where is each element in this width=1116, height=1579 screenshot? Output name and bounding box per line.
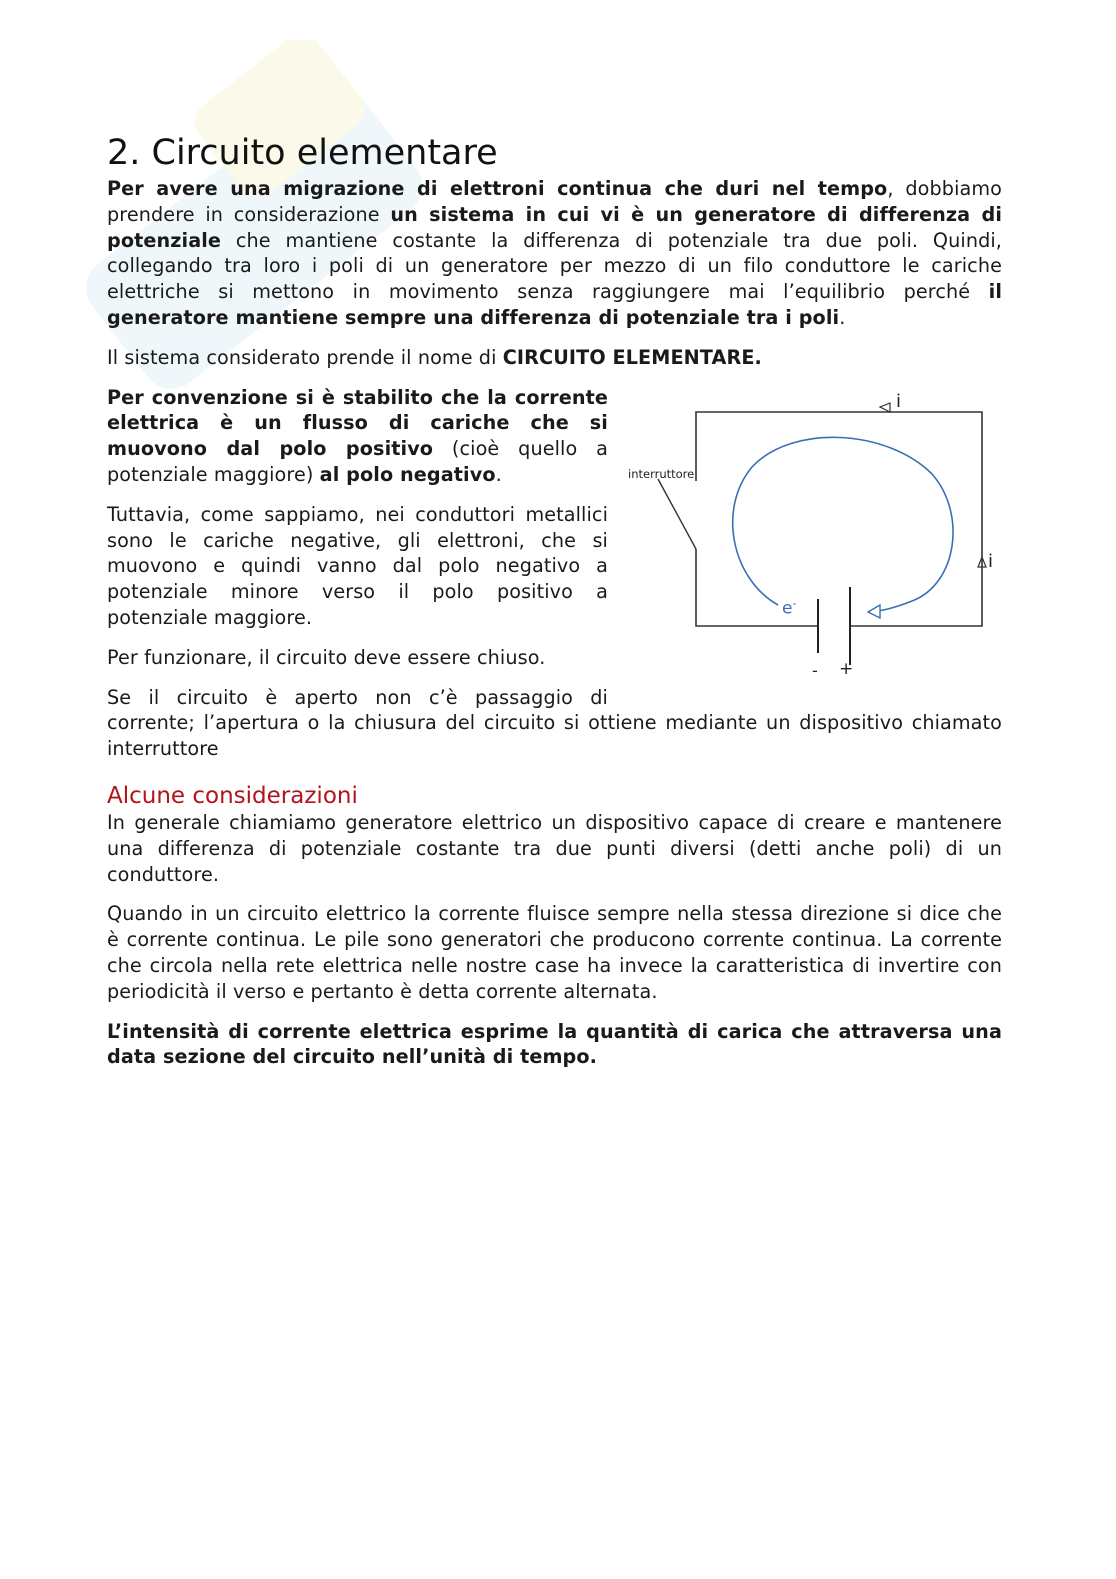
- however-paragraph: Tuttavia, come sappiamo, nei conduttori metallici sono le cariche negative, gli elettroni, che si muovono e quindi vanno dal polo negativo a potenziale minore verso il polo positivo a potenziale maggiore.: [107, 502, 608, 629]
- intro-paragraph: Per avere una migrazione di elettroni continua che duri nel tempo, dobbiamo prendere in considerazione un sistema in cui vi è un generatore di differenza di potenziale che mantiene costante la differenza di potenziale tra due poli. Quindi, collegando tra loro i poli di un generatore per mezzo di un filo conduttore le cariche elettriche si mettono in movimento senza raggiungere mai l’equilibrio perché il generatore mantiene sempre una differenza di potenziale tra i poli.: [107, 177, 1002, 329]
- document-page: [107, 130, 1002, 1084]
- negative-pole-label: -: [812, 660, 818, 680]
- current-label-right: i: [988, 550, 994, 572]
- switch-lever: [658, 479, 696, 549]
- switch-label: interruttore: [628, 466, 695, 481]
- generator-paragraph: In generale chiamiamo generatore elettrico un dispositivo capace di creare e mantenere una differenza di potenziale costante tra due punti diversi (detti anche poli) di un conduttore.: [107, 810, 1002, 886]
- direct-current-paragraph: Quando in un circuito elettrico la corrente fluisce sempre nella stessa direzione si dice che è corrente continua. Le pile sono generatori che producono corrente continua. La corrente che circola nella rete elettrica nelle nostre case ha invece la caratteristica di invertire con periodicità il verso e pertanto è detta corrente alternata.: [107, 902, 1002, 1003]
- current-arrow-top: [880, 403, 890, 412]
- intensity-paragraph: L’intensità di corrente elettrica esprime la quantità di carica che attraversa una data sezione del circuito nell’unità di tempo.: [107, 1019, 1002, 1069]
- positive-pole-label: +: [839, 658, 854, 679]
- circuit-wire: [696, 412, 982, 626]
- electron-flow-path: [733, 437, 953, 612]
- page-title: 2. Circuito elementare: [107, 133, 498, 173]
- closed-circuit-paragraph: Per funzionare, il circuito deve essere chiuso.: [107, 645, 546, 669]
- current-label-top: i: [896, 390, 902, 412]
- section-heading: Alcune considerazioni: [107, 782, 358, 809]
- electron-label: e-: [782, 596, 797, 619]
- electron-arrow: [868, 605, 880, 618]
- convention-paragraph: Per convenzione si è stabilito che la corrente elettrica è un flusso di cariche che si muovono dal polo positivo (cioè quello a potenziale maggiore) al polo negativo.: [107, 385, 608, 486]
- open-circuit-paragraph: Se il circuito è aperto non c’è passaggio di corrente; l’apertura o la chiusura del circuito si ottiene mediante un dispositivo chiamato interruttore: [107, 685, 1002, 761]
- circuit-diagram: [622, 389, 1002, 689]
- system-paragraph: Il sistema considerato prende il nome di CIRCUITO ELEMENTARE.: [107, 345, 762, 369]
- circuit-svg: [622, 389, 1002, 689]
